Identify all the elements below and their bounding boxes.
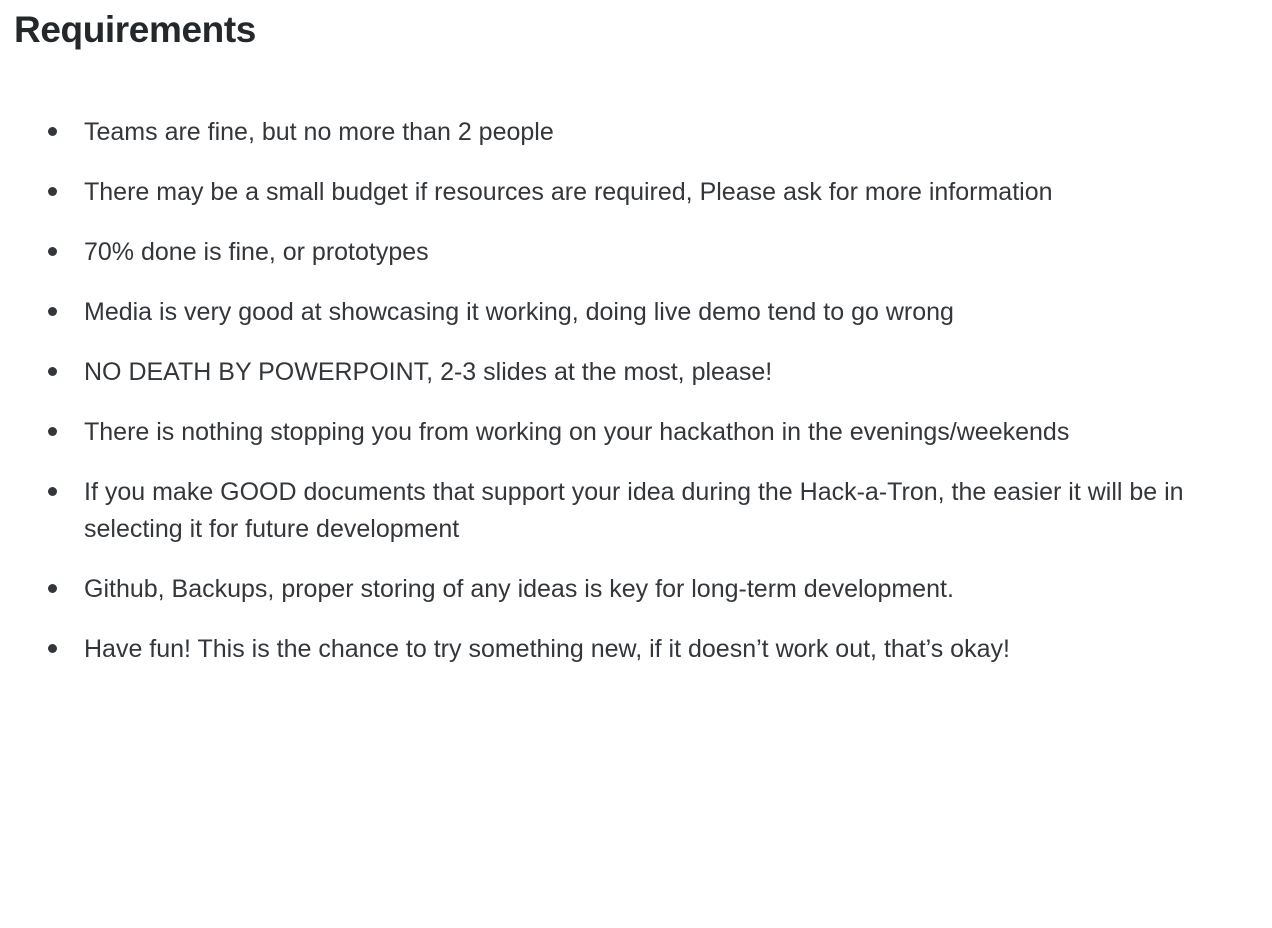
list-item xyxy=(36,631,1248,668)
list-item xyxy=(36,174,1248,211)
list-item xyxy=(36,114,1248,151)
list-item-text: If you make GOOD documents that support your idea during the Hack-a-Tron, the easier it will be in selecting it for future development xyxy=(84,478,1184,544)
list-item-text: 70% done is fine, or prototypes xyxy=(84,238,429,267)
requirements-list xyxy=(14,114,1248,668)
list-item xyxy=(36,354,1248,391)
bullet-dot-icon xyxy=(48,427,57,436)
bullet-dot-icon xyxy=(48,367,57,376)
bullet-dot-icon xyxy=(48,584,57,593)
list-item xyxy=(36,234,1248,271)
list-item-text: There may be a small budget if resources are required, Please ask for more information xyxy=(84,178,1053,207)
page-title: Requirements xyxy=(14,9,256,50)
bullet-dot-icon xyxy=(48,307,57,316)
list-item-text: Media is very good at showcasing it working, doing live demo tend to go wrong xyxy=(84,298,954,327)
list-item-text: Github, Backups, proper storing of any ideas is key for long-term development. xyxy=(84,575,954,604)
list-item-text: NO DEATH BY POWERPOINT, 2-3 slides at the most, please! xyxy=(84,358,773,387)
list-item xyxy=(36,474,1248,548)
list-item xyxy=(36,571,1248,608)
list-item-text: Have fun! This is the chance to try something new, if it doesn’t work out, that’s okay! xyxy=(84,635,1010,664)
list-item-text: Teams are fine, but no more than 2 people xyxy=(84,118,554,147)
bullet-dot-icon xyxy=(48,487,57,496)
bullet-dot-icon xyxy=(48,644,57,653)
bullet-dot-icon xyxy=(48,187,57,196)
list-item xyxy=(36,414,1248,451)
bullet-dot-icon xyxy=(48,127,57,136)
list-item xyxy=(36,294,1248,331)
list-item-text: There is nothing stopping you from working on your hackathon in the evenings/weekends xyxy=(84,418,1070,447)
bullet-dot-icon xyxy=(48,247,57,256)
